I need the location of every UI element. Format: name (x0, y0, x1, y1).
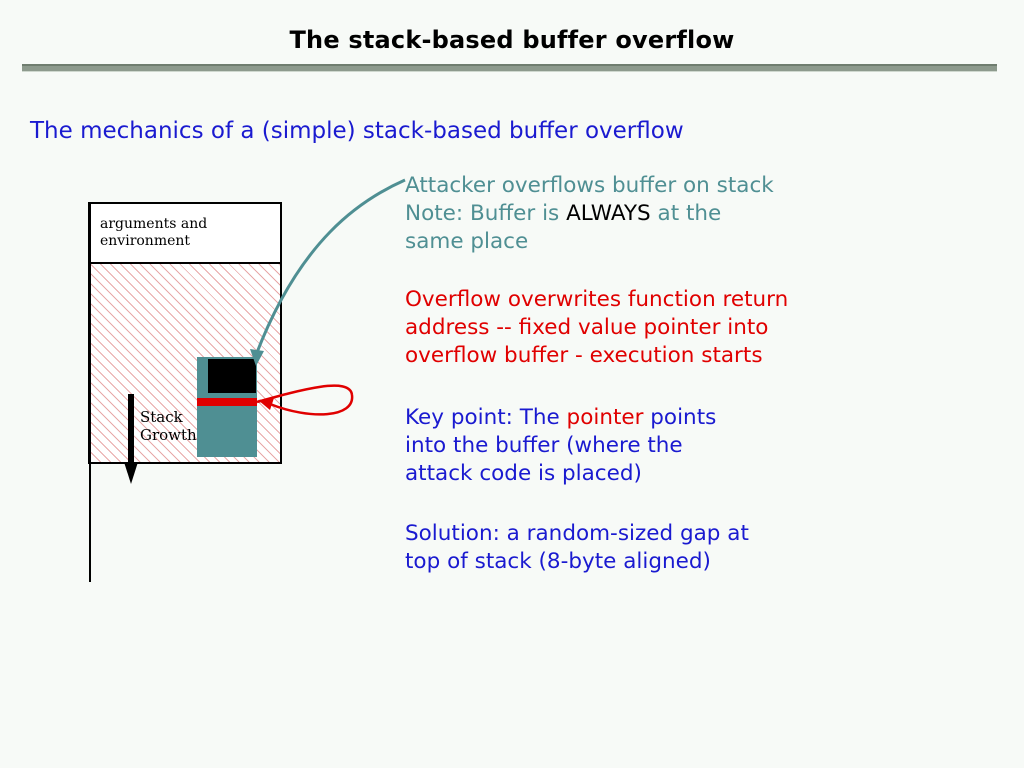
attacker-pointer-arrow-icon (256, 180, 405, 355)
note4-line-1: Solution: a random-sized gap at (405, 521, 749, 546)
diagram-annotations (60, 190, 390, 610)
growth-label-line-2: Growth (140, 426, 197, 444)
note1-emphasis-always: ALWAYS (566, 201, 651, 226)
note1-line-2-post: at the (650, 201, 722, 226)
note1-line-1: Attacker overflows buffer on stack (405, 173, 774, 198)
note3-line-2: into the buffer (where the (405, 433, 683, 458)
growth-label-line-1: Stack (140, 408, 183, 426)
args-label-line-1: arguments and (100, 216, 208, 232)
note-overflow-overwrites (405, 286, 965, 370)
slide-subtitle: The mechanics of a (simple) stack-based buffer overflow (30, 118, 684, 144)
note3-line-3: attack code is placed) (405, 461, 642, 486)
args-label-line-2: environment (100, 233, 191, 249)
attacker-pointer-arrowhead-icon (250, 349, 264, 366)
note1-line-2 (405, 200, 965, 228)
note-attacker-overflow (405, 172, 965, 256)
note1-line-2-pre: Note: Buffer is (405, 201, 567, 226)
note3-line-1 (405, 404, 965, 432)
note1-line-3: same place (405, 229, 529, 254)
notes-spacer-1 (405, 256, 965, 286)
note3-line-1-pre: Key point: The (405, 405, 567, 430)
page-title: The stack-based buffer overflow (289, 26, 735, 54)
title-divider (22, 64, 997, 72)
stack-diagram (60, 190, 390, 610)
note2-line-3: overflow buffer - execution starts (405, 343, 763, 368)
note-solution (405, 520, 965, 576)
notes-spacer-3 (405, 488, 965, 520)
note4-line-2: top of stack (8-byte aligned) (405, 549, 711, 574)
note-key-point (405, 404, 965, 488)
note3-line-1-post: points (643, 405, 717, 430)
notes-spacer-2 (405, 370, 965, 404)
return-address-loop-arrowhead-icon (258, 398, 274, 410)
note2-line-2: address -- fixed value pointer into (405, 315, 769, 340)
note2-line-1: Overflow overwrites function return (405, 287, 789, 312)
note3-emphasis-pointer: pointer (566, 405, 644, 430)
notes-column (405, 172, 965, 576)
